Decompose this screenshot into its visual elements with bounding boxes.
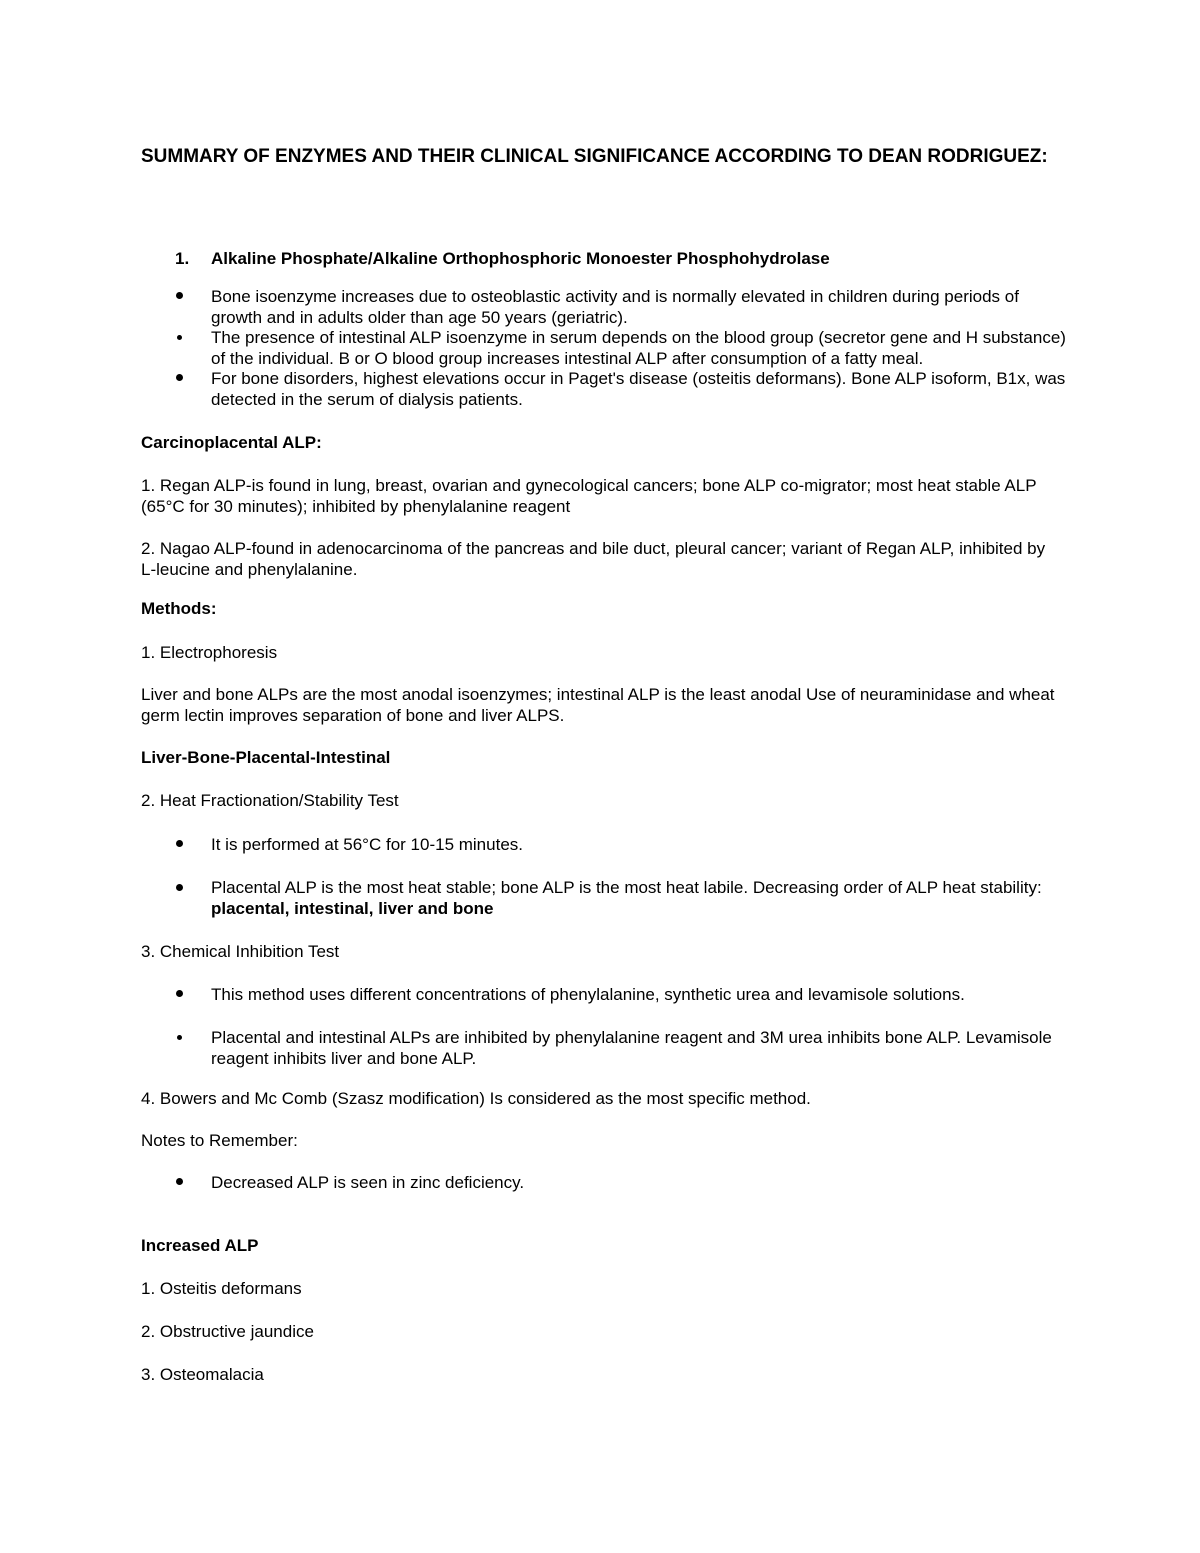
bullet-icon [177, 335, 182, 340]
list-item [211, 877, 1071, 919]
bullet-icon [176, 840, 183, 847]
method-chemical: 3. Chemical Inhibition Test [141, 942, 340, 961]
section-number: 1. [175, 249, 190, 268]
paragraph: Liver and bone ALPs are the most anodal isoenzymes; intestinal ALP is the least anodal Use of neuraminidase and wheat germ lectin improves separation of bone and liver ALPS. [141, 685, 1055, 725]
list-item: Placental and intestinal ALPs are inhibited by phenylalanine reagent and 3M urea inhibits bone ALP. Levamisole reagent inhibits liver and bone ALP. [211, 1028, 1052, 1068]
methods-heading: Methods: [141, 599, 217, 618]
list-item: Bone isoenzyme increases due to osteoblastic activity and is normally elevated in children during periods of growth and in adults older than age 50 years (geriatric). [211, 287, 1019, 327]
list-item: For bone disorders, highest elevations occur in Paget's disease (osteitis deformans). Bone ALP isoform, B1x, was detected in the serum of dialysis patients. [211, 369, 1066, 409]
list-item-bold-text: placental, intestinal, liver and bone [211, 899, 494, 918]
list-item: 1. Osteitis deformans [141, 1279, 302, 1298]
list-item: 3. Osteomalacia [141, 1365, 264, 1384]
bullet-icon [176, 374, 183, 381]
list-item: 1. Regan ALP-is found in lung, breast, ovarian and gynecological cancers; bone ALP co-migrator; most heat stable ALP (65°C for 30 minutes); inhibited by phenylalanine reagent [141, 476, 1037, 516]
list-item: The presence of intestinal ALP isoenzyme in serum depends on the blood group (secretor gene and H substance) of the individual. B or O blood group increases intestinal ALP after consumption of a fatty meal. [211, 328, 1066, 368]
section-heading: Alkaline Phosphate/Alkaline Orthophosphoric Monoester Phosphohydrolase [211, 249, 830, 268]
bullet-icon [176, 292, 183, 299]
bullet-icon [176, 1178, 183, 1185]
list-item: 2. Obstructive jaundice [141, 1322, 314, 1341]
method-heat: 2. Heat Fractionation/Stability Test [141, 791, 399, 810]
list-item: This method uses different concentrations of phenylalanine, synthetic urea and levamisole solutions. [211, 985, 965, 1004]
bullet-icon [177, 1035, 182, 1040]
method-electrophoresis: 1. Electrophoresis [141, 643, 278, 662]
increased-alp-heading: Increased ALP [141, 1236, 259, 1255]
list-item-text: Placental ALP is the most heat stable; bone ALP is the most heat labile. Decreasing order of ALP heat stability: [211, 878, 1042, 897]
document-title: SUMMARY OF ENZYMES AND THEIR CLINICAL SIGNIFICANCE ACCORDING TO DEAN RODRIGUEZ: [141, 146, 1048, 167]
notes-heading: Notes to Remember: [141, 1131, 298, 1150]
bullet-icon [176, 990, 183, 997]
list-item: 2. Nagao ALP-found in adenocarcinoma of the pancreas and bile duct, pleural cancer; variant of Regan ALP, inhibited by L-leucine and phenylalanine. [141, 539, 1046, 579]
carcinoplacental-heading: Carcinoplacental ALP: [141, 433, 322, 452]
method-bowers: 4. Bowers and Mc Comb (Szasz modification) Is considered as the most specific method. [141, 1089, 811, 1108]
bullet-icon [176, 884, 183, 891]
list-item: Decreased ALP is seen in zinc deficiency. [211, 1173, 525, 1192]
isoenzyme-order-heading: Liver-Bone-Placental-Intestinal [141, 748, 391, 767]
list-item: It is performed at 56°C for 10-15 minutes. [211, 835, 523, 854]
